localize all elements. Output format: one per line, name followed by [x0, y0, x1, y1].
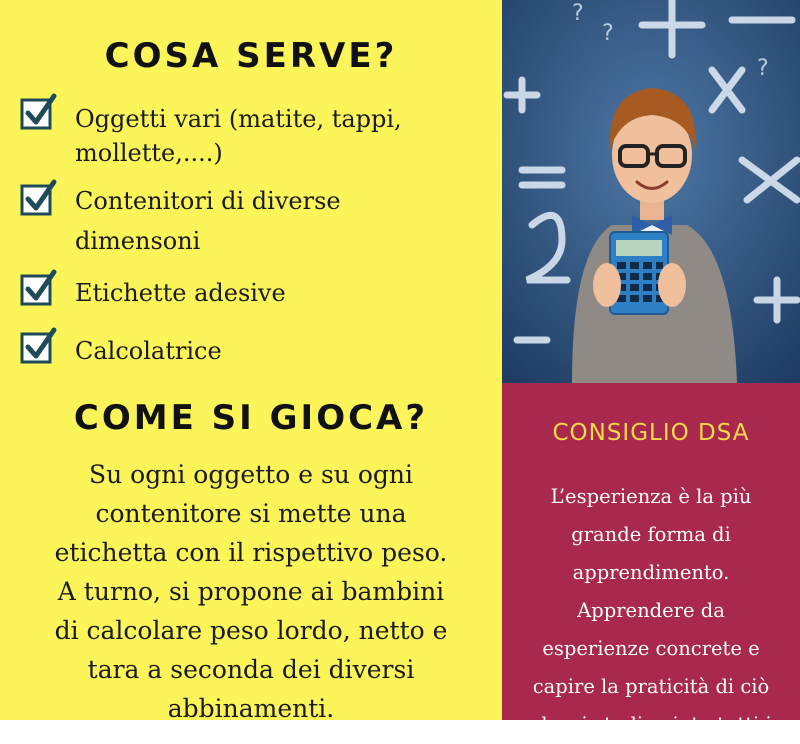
tip-line: Apprendere da: [577, 599, 725, 622]
checklist-item: [20, 92, 490, 172]
tip-line: che si studia aiuta tutti i: [530, 713, 772, 736]
checkbox-checked-icon: [20, 328, 56, 364]
tip-line: esperienze concrete e: [542, 637, 760, 660]
svg-text:?: ?: [572, 1, 584, 26]
checkbox-checked-icon: [20, 270, 56, 306]
instructions-line: contenitore si mette una: [95, 499, 407, 528]
checklist-item: [20, 178, 490, 258]
tip-title: CONSIGLIO DSA: [552, 420, 750, 446]
instructions-line: A turno, si propone ai bambini: [57, 577, 445, 606]
checklist-item-line2: dimensoni: [75, 227, 201, 255]
checklist-item: [20, 268, 490, 312]
checklist-item: [20, 326, 490, 370]
svg-text:?: ?: [757, 56, 769, 81]
instructions-line: abbinamenti.: [167, 694, 335, 723]
tip-line: L’esperienza è la più: [550, 485, 752, 508]
checkbox-checked-icon: [20, 94, 56, 130]
checklist-item-line1: Contenitori di diverse: [75, 187, 341, 215]
svg-text:?: ?: [602, 21, 614, 46]
instructions-line: tara a seconda dei diversi: [87, 655, 415, 684]
chalkboard-illustration: [502, 0, 800, 383]
tip-line: apprendimento.: [572, 561, 730, 584]
instructions-line: etichetta con il rispettivo peso.: [54, 538, 448, 567]
checklist-item-line1: Oggetti vari (matite, tappi,: [75, 105, 402, 133]
checkbox-checked-icon: [20, 180, 56, 216]
tip-box: [502, 383, 800, 736]
section-title-come-si-gioca: COME SI GIOCA?: [73, 398, 429, 438]
boy-with-calculator-photo: [502, 0, 800, 383]
instructions-line: di calcolare peso lordo, netto e: [54, 616, 448, 645]
section-title-cosa-serve: COSA SERVE?: [104, 36, 398, 76]
instructions-text: [10, 455, 492, 728]
checklist-item-line1: Calcolatrice: [75, 337, 222, 365]
tip-line: capire la praticità di ciò: [532, 675, 770, 698]
tip-line: grande forma di: [571, 523, 731, 546]
tip-text: [510, 478, 792, 744]
checklist-item-line2: mollette,....): [75, 139, 223, 167]
checklist-item-line1: Etichette adesive: [75, 279, 286, 307]
instructions-line: Su ogni oggetto e su ogni: [89, 460, 413, 489]
